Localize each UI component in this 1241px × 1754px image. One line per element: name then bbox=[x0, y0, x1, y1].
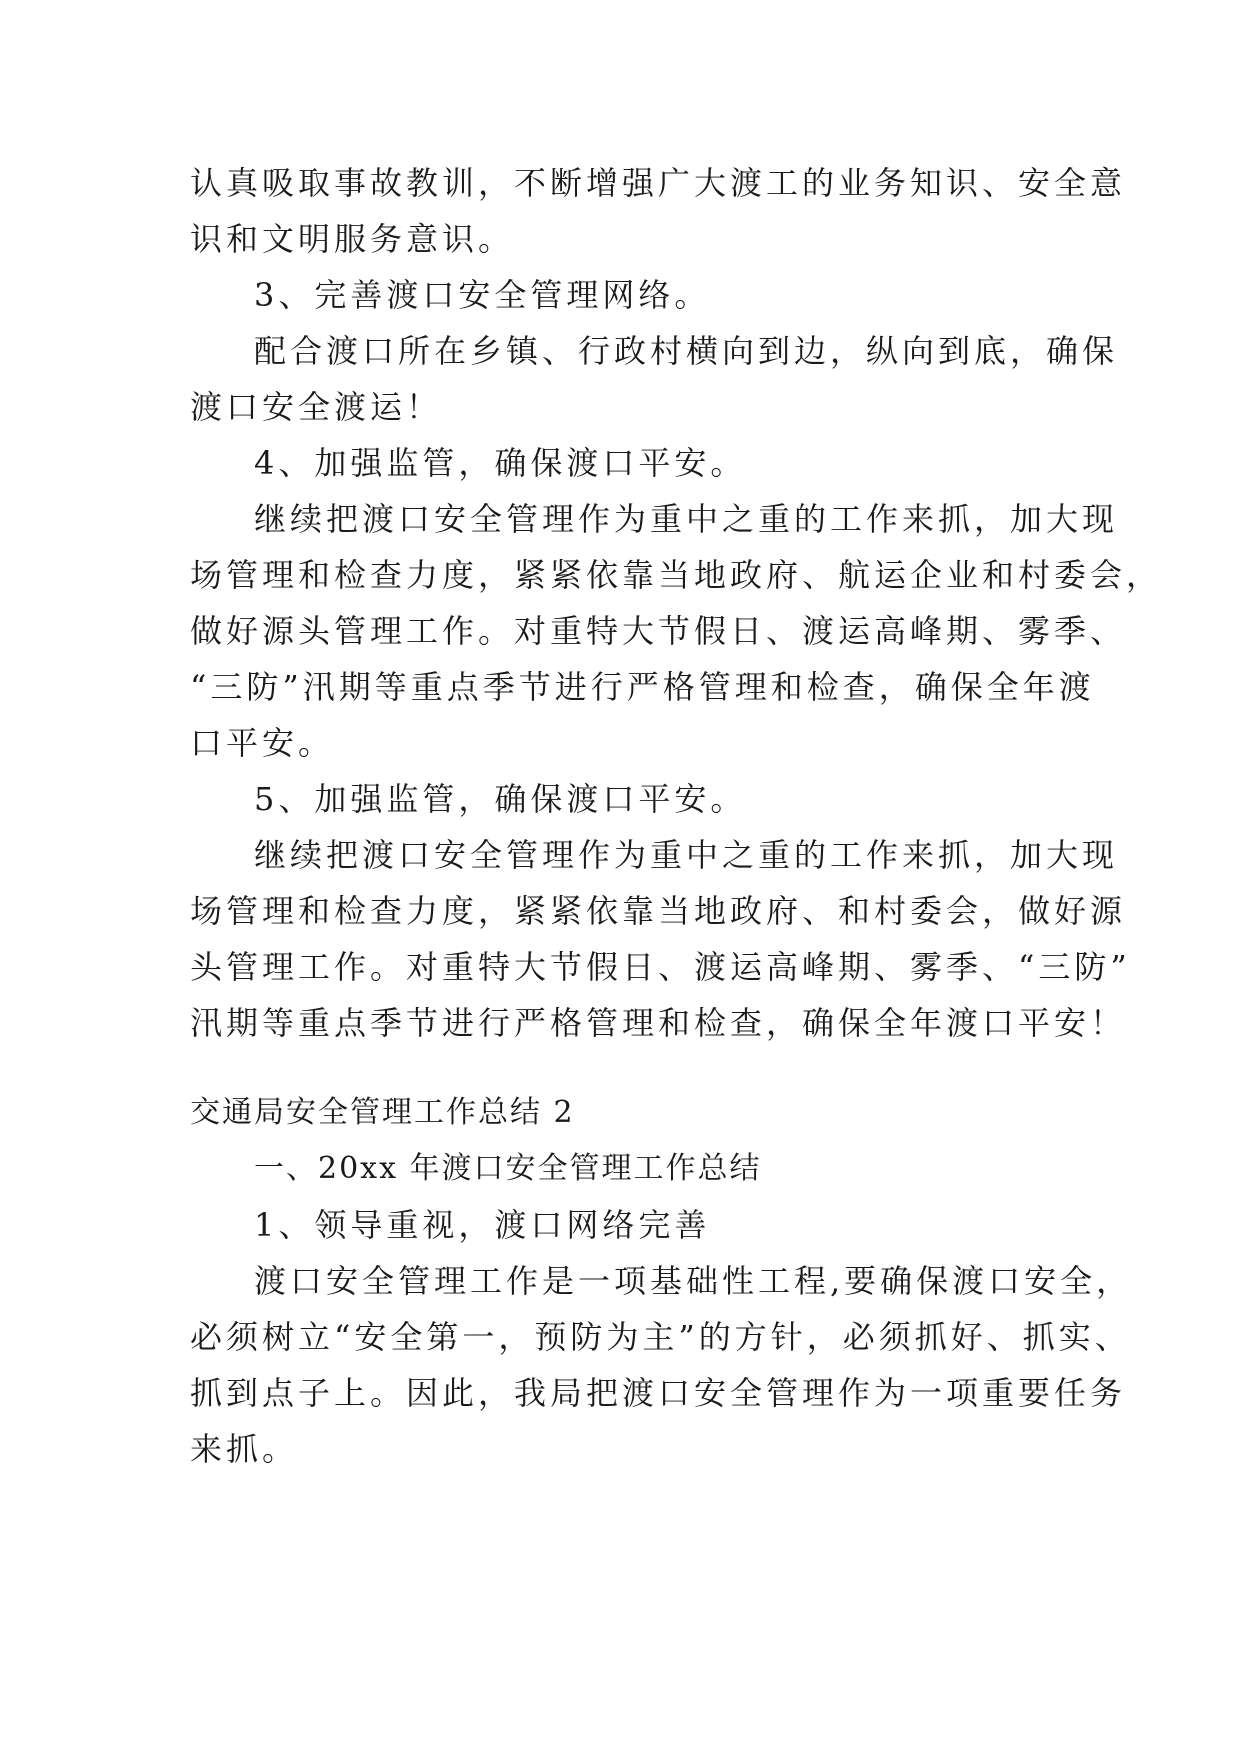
document-body bbox=[190, 155, 1163, 1477]
paragraph-line: 继续把渡口安全管理作为重中之重的工作来抓，加大现 bbox=[254, 500, 1119, 538]
paragraph-line: 口平安。 bbox=[190, 724, 335, 762]
paragraph-line: 汛期等重点季节进行严格管理和检查，确保全年渡口平安！ bbox=[190, 1004, 1127, 1042]
section-title: 交通局安全管理工作总结 2 bbox=[190, 1095, 575, 1130]
item-heading-5: 5、加强监管，确保渡口平安。 bbox=[254, 780, 747, 818]
paragraph-line: 做好源头管理工作。对重特大节假日、渡运高峰期、雾季、 bbox=[190, 612, 1127, 650]
paragraph-line: 来抓。 bbox=[190, 1430, 299, 1468]
item-heading-3: 3、完善渡口安全管理网络。 bbox=[254, 276, 711, 314]
paragraph-line: 渡口安全管理工作是一项基础性工程,要确保渡口安全， bbox=[254, 1262, 1133, 1300]
section-subtitle: 一、20xx 年渡口安全管理工作总结 bbox=[254, 1151, 762, 1186]
paragraph-line: 认真吸取事故教训，不断增强广大渡工的业务知识、安全意 bbox=[190, 164, 1127, 202]
paragraph-line: 抓到点子上。因此，我局把渡口安全管理作为一项重要任务 bbox=[190, 1374, 1127, 1412]
paragraph-line: 渡口安全渡运！ bbox=[190, 388, 443, 426]
paragraph-line: 场管理和检查力度，紧紧依靠当地政府、和村委会，做好源 bbox=[190, 892, 1127, 930]
paragraph-line: 继续把渡口安全管理作为重中之重的工作来抓，加大现 bbox=[254, 836, 1119, 874]
paragraph-line: 识和文明服务意识。 bbox=[190, 220, 515, 258]
paragraph-line: 配合渡口所在乡镇、行政村横向到边，纵向到底，确保 bbox=[254, 332, 1119, 370]
paragraph-line: 头管理工作。对重特大节假日、渡运高峰期、雾季、“三防” bbox=[190, 948, 1131, 986]
paragraph-line: 场管理和检查力度，紧紧依靠当地政府、航运企业和村委会， bbox=[190, 556, 1163, 594]
item-heading-4: 4、加强监管，确保渡口平安。 bbox=[254, 444, 747, 482]
item-heading-1: 1、领导重视，渡口网络完善 bbox=[254, 1206, 711, 1244]
paragraph-line: “三防”汛期等重点季节进行严格管理和检查，确保全年渡 bbox=[190, 668, 1095, 706]
paragraph-line: 必须树立“安全第一，预防为主”的方针，必须抓好、抓实、 bbox=[190, 1318, 1131, 1356]
